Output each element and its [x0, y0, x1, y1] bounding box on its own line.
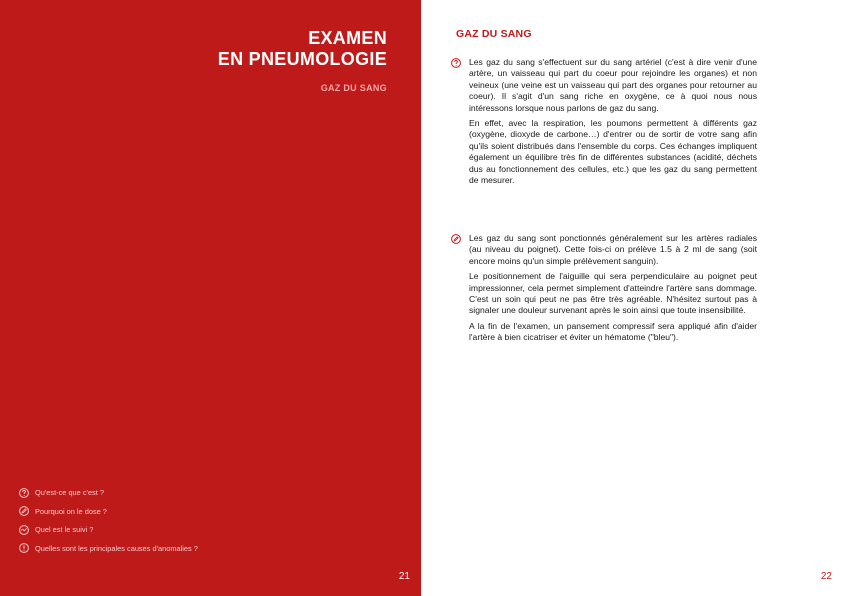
legend-item-followup	[19, 524, 198, 535]
question-icon	[451, 58, 461, 68]
title-line-1: EXAMEN	[308, 28, 387, 48]
paragraph: Le positionnement de l'aiguille qui sera perpendiculaire au poignet peut impressionner, cela permet simplement d'atteindre l'artère sans dommage. C'est un soin qui peut ne pas être très agréable. N'hésitez surtout pas à signaler une douleur survenant après le soin ainsi que toute insensibilité.	[469, 271, 757, 316]
section-why	[449, 233, 757, 348]
paragraph: Les gaz du sang s'effectuent sur du sang artériel (c'est à dire venir d'une artère, un vaisseau qui part du coeur pour rejoindre les organes) et non veineux (une veine est un vaisseau qui part des organes pour retourner au coeur). Il s'agit d'un sang riche en oxygène, ce à quoi nous nous intéressons lorsque nous parlons de gaz du sang.	[469, 57, 757, 113]
legend-label: Quel est le suivi ?	[35, 525, 94, 535]
legend-label: Pourquoi on le dose ?	[35, 506, 107, 516]
right-page	[421, 0, 843, 596]
page-number-right: 22	[820, 571, 832, 582]
page-title	[218, 28, 387, 70]
legend-item-why	[19, 506, 198, 517]
exclamation-icon	[19, 543, 29, 553]
trend-icon	[19, 525, 29, 535]
page-subtitle: GAZ DU SANG	[320, 83, 387, 93]
page-number-left: 21	[398, 571, 410, 582]
paragraph: Les gaz du sang sont ponctionnés généralement sur les artères radiales (au niveau du poignet). Cette fois-ci on prélève 1.5 à 2 ml de sang (soit encore moins qu'un simple prélèvement sanguin).	[469, 233, 757, 266]
paragraph: A la fin de l'examen, un pansement compressif sera appliqué afin d'aider l'artère à bien cicatriser et éviter un hématome ("bleu").	[469, 320, 757, 343]
question-icon	[19, 488, 29, 498]
title-line-2: EN PNEUMOLOGIE	[217, 49, 387, 69]
legend-label: Qu'est-ce que c'est ?	[35, 488, 104, 497]
section-what-is-it	[449, 57, 757, 190]
left-page	[0, 0, 421, 596]
icon-legend	[19, 487, 198, 561]
legend-label: Quelles sont les principales causes d'anomalies ?	[35, 543, 198, 553]
pencil-icon	[451, 234, 461, 244]
legend-item-causes	[19, 543, 198, 554]
pencil-icon	[19, 506, 29, 516]
paragraph: En effet, avec la respiration, les poumons permettent à différents gaz (oxygène, dioxyde de carbone…) d'entrer ou de sortir de votre sang afin qu'ils soient distribués dans l'ensemble du corps. Ces échanges impliquent également un équilibre très fin de différentes substances (acidité, déchets dus au fonctionnement des cellules, etc.) que les gaz du sang permettent de mesurer.	[469, 118, 757, 186]
section-title: GAZ DU SANG	[456, 28, 532, 40]
legend-item-what	[19, 487, 198, 498]
